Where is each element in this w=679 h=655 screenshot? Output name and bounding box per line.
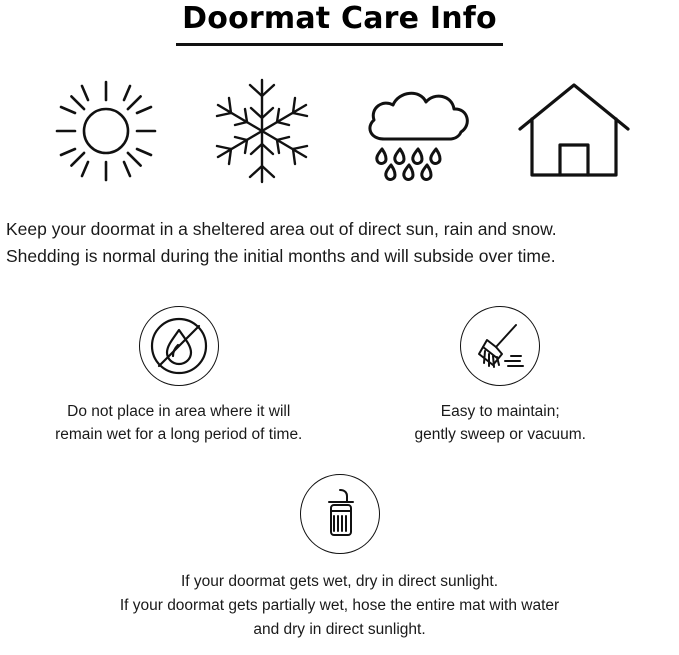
hose-water-icon (300, 474, 380, 554)
sweep-line-2: gently sweep or vacuum. (414, 426, 586, 443)
sun-icon (46, 72, 166, 190)
care-tip-no-water-caption (55, 400, 302, 447)
care-tip-sweep (340, 306, 662, 447)
dry-line-3: and dry in direct sunlight. (253, 621, 426, 639)
dry-line-2: If your doormat gets partially wet, hose the entire mat with water (119, 597, 560, 615)
no-water-line-1: Do not place in area where it will (67, 402, 291, 420)
intro-line-2: Shedding is normal during the initial months and will subside over time. (6, 245, 556, 266)
sweep-line-1: Easy to maintain; (440, 402, 560, 420)
care-tip-no-water (18, 306, 340, 447)
care-tip-sweep-caption (415, 400, 586, 447)
rain-cloud-icon (358, 72, 478, 190)
intro-paragraph (6, 216, 673, 270)
snowflake-icon (202, 72, 322, 190)
care-tips-row (0, 306, 679, 447)
no-water-drop-icon (139, 306, 219, 386)
intro-line-1: Keep your doormat in a sheltered area out of direct sun, rain and snow. (6, 218, 557, 239)
dry-line-1: If your doormat gets wet, dry in direct sunlight. (180, 573, 499, 591)
weather-icon-row (0, 72, 679, 190)
care-tip-dry (0, 474, 679, 642)
broom-icon (460, 306, 540, 386)
page-title: Doormat Care Info (176, 2, 503, 46)
page-title-container (0, 0, 679, 46)
care-tip-dry-caption (120, 570, 559, 642)
house-icon (514, 72, 634, 190)
no-water-line-2: remain wet for a long period of time. (55, 426, 303, 443)
